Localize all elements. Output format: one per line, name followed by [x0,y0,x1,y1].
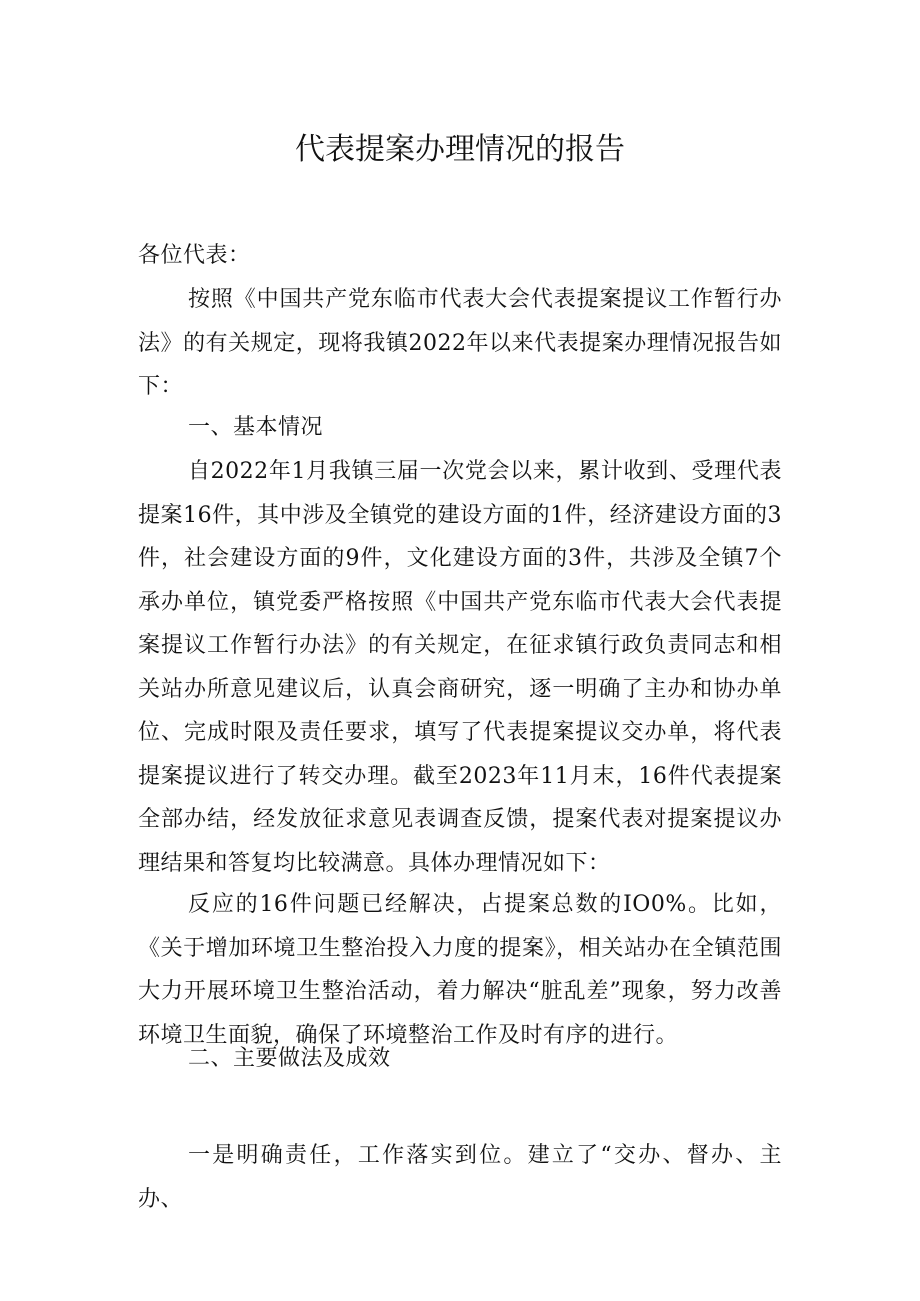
document-title: 代表提案办理情况的报告 [295,132,625,167]
result-paragraph: 反应的16件问题已经解决，占提案总数的IO0%。比如，《关于增加环境卫生整治投入力度的提案》，相关站办在全镇范围大力开展环境卫生整治活动，着力解决“脏乱差”现象，努力改善环境卫生面貌，确保了环境整治工作及时有序的进行。 [138,892,782,1048]
practice-point-1: 一是明确责任，工作落实到位。建立了“交办、督办、主办、 [138,1143,782,1212]
salutation: 各位代表： [138,243,251,268]
section-heading-basic-situation: 一、基本情况 [188,415,324,440]
basic-situation-paragraph: 自2022年1月我镇三届一次党会以来，累计收到、受理代表提案16件，其中涉及全镇党的建设方面的1件，经济建设方面的3件，社会建设方面的9件，文化建设方面的3件，共涉及全镇7个承办单位，镇党委严格按照《中国共产党东临市代表大会代表提案提议工作暂行办法》的有关规定，在征求镇行政负责同志和相关站办所意见建议后，认真会商研究，逐一明确了主办和协办单位、完成时限及责任要求，填写了代表提案提议交办单，将代表提案提议进行了转交办理。截至2023年11月末，16件代表提案全部办结，经发放征求意见表调查反馈，提案代表对提案提议办理结果和答复均比较满意。具体办理情况如下： [138,459,782,876]
section-heading-main-practices: 二、主要做法及成效 [188,1046,391,1071]
intro-paragraph: 按照《中国共产党东临市代表大会代表提案提议工作暂行办法》的有关规定，现将我镇2022年以来代表提案办理情况报告如下： [138,287,782,399]
